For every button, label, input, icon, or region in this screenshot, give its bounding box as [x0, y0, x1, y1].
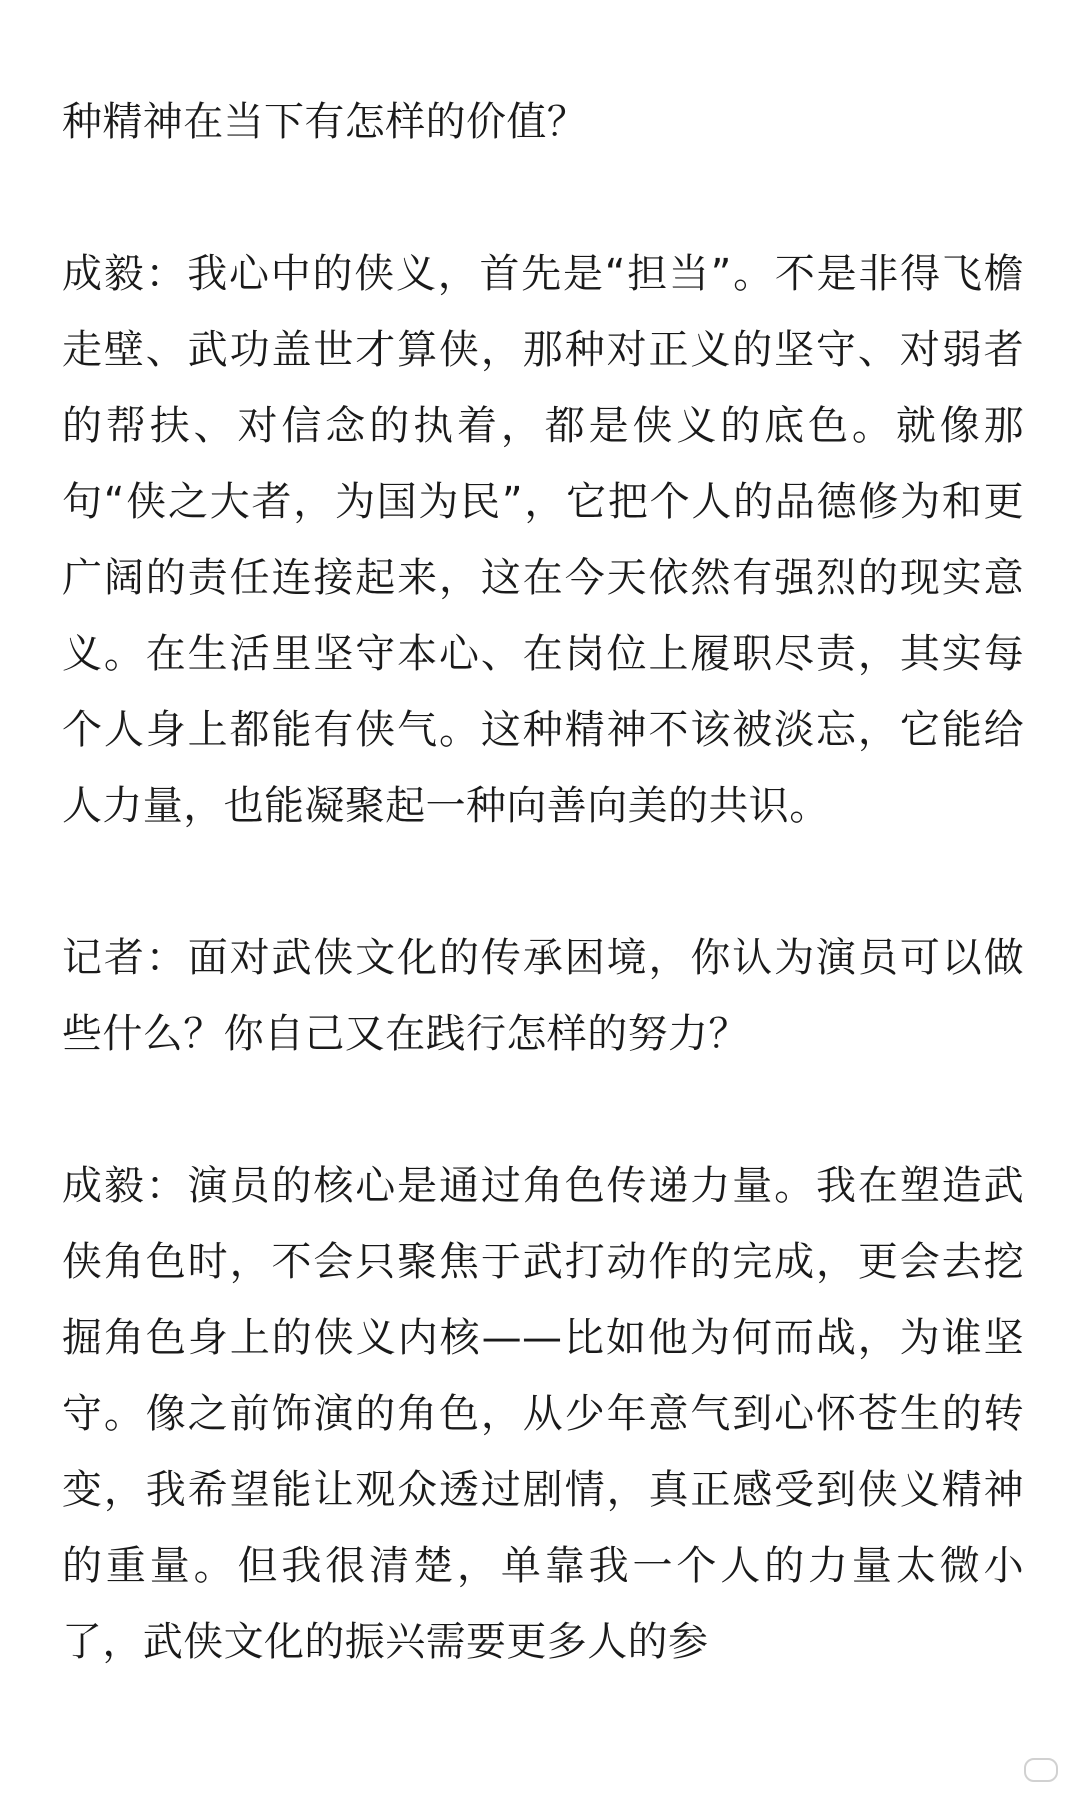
article-body	[62, 84, 1024, 1680]
question-continuation-paragraph	[62, 84, 1024, 160]
speaker-label: 成毅：	[62, 1163, 188, 1209]
paragraph-text: 种精神在当下有怎样的价值？	[62, 99, 588, 145]
watermark	[1024, 1758, 1058, 1782]
speaker-label: 成毅：	[62, 251, 188, 297]
speaker-label: 记者：	[62, 935, 188, 981]
answer-paragraph-2	[62, 1148, 1024, 1680]
paragraph-text: 面对武侠文化的传承困境，你认为演员可以做些什么？你自己又在践行怎样的努力？	[62, 935, 1025, 1057]
paragraph-text: 我心中的侠义，首先是“担当”。不是非得飞檐走壁、武功盖世才算侠，那种对正义的坚守、对弱者的帮扶、对信念的执着，都是侠义的底色。就像那句“侠之大者，为国为民”，它把个人的品德修为和更广阔的责任连接起来，这在今天依然有强烈的现实意义。在生活里坚守本心、在岗位上履职尽责，其实每个人身上都能有侠气。这种精神不该被淡忘，它能给人力量，也能凝聚起一种向善向美的共识。	[62, 251, 1024, 829]
question-paragraph	[62, 920, 1024, 1072]
bottom-fade-overlay	[0, 1730, 1080, 1800]
watermark-logo-icon	[1024, 1758, 1058, 1782]
paragraph-text: 演员的核心是通过角色传递力量。我在塑造武侠角色时，不会只聚焦于武打动作的完成，更会去挖掘角色身上的侠义内核——比如他为何而战，为谁坚守。像之前饰演的角色，从少年意气到心怀苍生的转变，我希望能让观众透过剧情，真正感受到侠义精神的重量。但我很清楚，单靠我一个人的力量太微小了，武侠文化的振兴需要更多人的参	[62, 1163, 1025, 1665]
answer-paragraph-1	[62, 236, 1024, 844]
